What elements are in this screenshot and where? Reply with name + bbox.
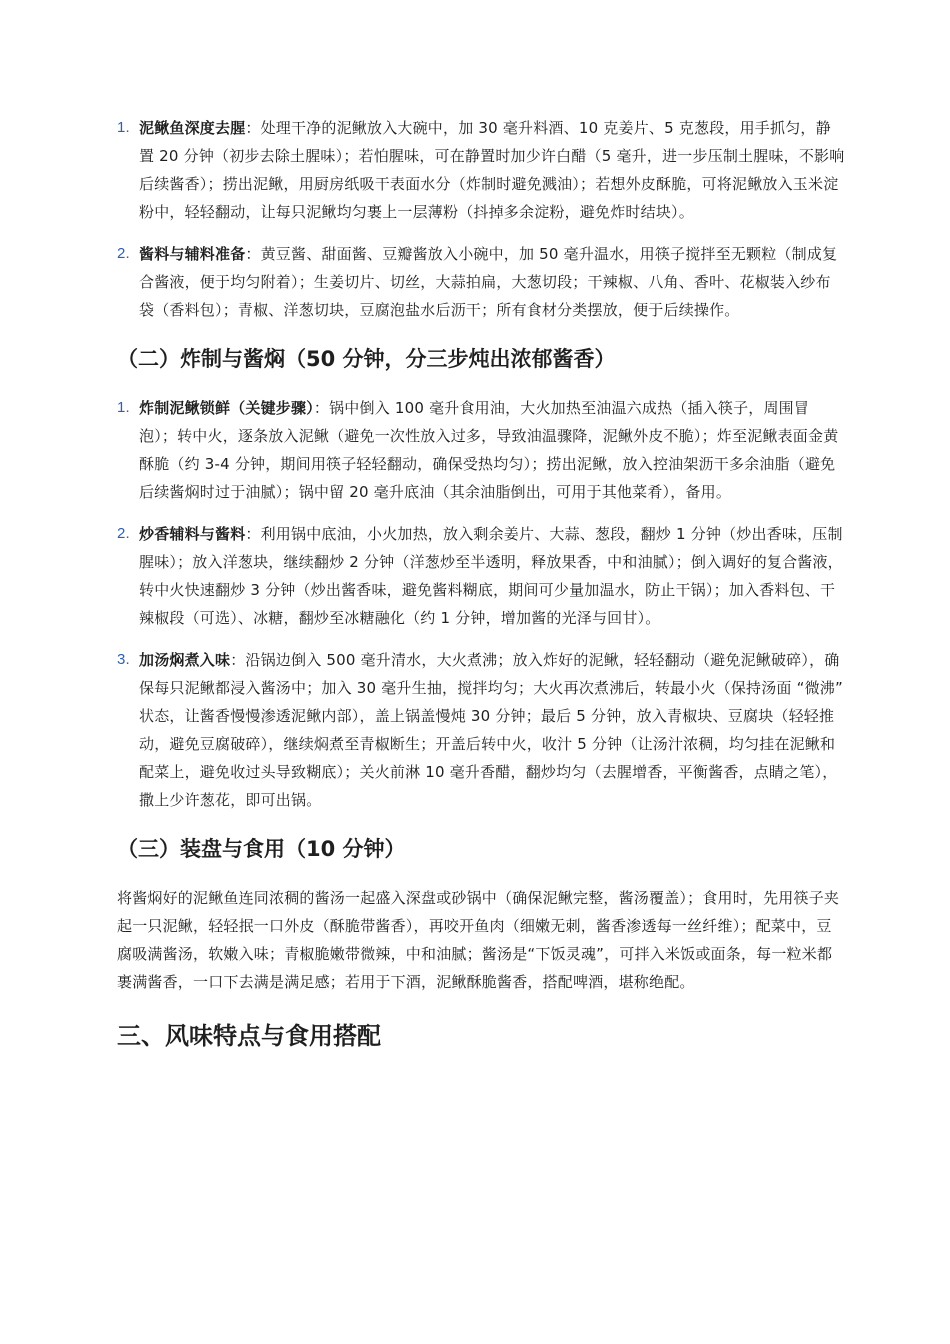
step-text: 黄豆酱、甜面酱、豆瓣酱放入小碗中，加 50 毫升温水，用筷子搅拌至无颗粒（制成复合酱液，便于均匀附着）；生姜切片、切丝，大蒜拍扁，大葱切段；干辣椒、八角、香叶、花椒装入纱布袋（香料包）；青椒、洋葱切块，豆腐泡盐水后沥干；所有食材分类摆放，便于后续操作。	[139, 245, 838, 319]
section-heading: 三、风味特点与食用搭配	[117, 1022, 381, 1050]
serving-paragraph: 将酱焖好的泥鳅鱼连同浓稠的酱汤一起盛入深盘或砂锅中（确保泥鳅完整，酱汤覆盖）；食用时，先用筷子夹起一只泥鳅，轻轻抿一口外皮（酥脆带酱香），再咬开鱼肉（细嫩无刺，酱香渗透每一丝纤维）；配菜中，豆腐吸满酱汤，软嫩入味；青椒脆嫩带微辣，中和油腻；酱汤是“下饭灵魂”，可拌入米饭或面条，每一粒米都裹满酱香，一口下去满是满足感；若用于下酒，泥鳅酥脆酱香，搭配啤酒，堪称绝配。	[117, 889, 840, 991]
subsection-heading: （二）炸制与酱焖（50 分钟，分三步炖出浓郁酱香）	[117, 347, 616, 371]
step-separator: ：	[230, 651, 246, 669]
list-item	[117, 114, 845, 226]
step-text: 锅中倒入 100 毫升食用油，大火加热至油温六成热（插入筷子，周围冒泡）；转中火，逐条放入泥鳅（避免一次性放入过多，导致油温骤降，泥鳅外皮不脆）；炸至泥鳅表面金黄酥脆（约 3-4 分钟，期间用筷子轻轻翻动，确保受热均匀）；捞出泥鳅，放入控油架沥干多余油脂（避免后续酱焖时过于油腻）；锅中留 20 毫升底油（其余油脂倒出，可用于其他菜肴），备用。	[139, 399, 839, 501]
step-title: 泥鳅鱼深度去腥	[139, 119, 246, 137]
step-text: 沿锅边倒入 500 毫升清水，大火煮沸；放入炸好的泥鳅，轻轻翻动（避免泥鳅破碎），确保每只泥鳅都浸入酱汤中；加入 30 毫升生抽，搅拌均匀；大火再次煮沸后，转最小火（保持汤面 “微沸” 状态，让酱香慢慢渗透泥鳅内部），盖上锅盖慢炖 30 分钟；最后 5 分钟，放入青椒块、豆腐块（轻轻推动，避免豆腐破碎），继续焖煮至青椒断生；开盖后转中火，收汁 5 分钟（让汤汁浓稠，均匀挂在泥鳅和配菜上，避免收过头导致糊底）；关火前淋 10 毫升香醋，翻炒均匀（去腥增香，平衡酱香，点睛之笔），撒上少许葱花，即可出锅。	[139, 651, 843, 809]
step-separator: ：	[245, 525, 261, 543]
list-item	[117, 394, 845, 506]
list-number: 3.	[117, 651, 130, 668]
step-text: 利用锅中底油，小火加热，放入剩余姜片、大蒜、葱段，翻炒 1 分钟（炒出香味，压制腥味）；放入洋葱块，继续翻炒 2 分钟（洋葱炒至半透明，释放果香，中和油腻）；倒入调好的复合酱液，转中火快速翻炒 3 分钟（炒出酱香味，避免酱料糊底，期间可少量加温水，防止干锅）；加入香料包、干辣椒段（可选）、冰糖，翻炒至冰糖融化（约 1 分钟，增加酱的光泽与回甘）。	[139, 525, 843, 627]
list-number: 1.	[117, 119, 130, 136]
list-number: 1.	[117, 399, 130, 416]
step-title: 炒香辅料与酱料	[139, 525, 246, 543]
step-title: 炸制泥鳅锁鲜（关键步骤）	[139, 399, 314, 417]
list-item	[117, 240, 845, 324]
list-item	[117, 646, 845, 814]
cooking-steps-list	[117, 394, 845, 814]
document-content	[117, 114, 845, 1052]
step-separator: ：	[245, 119, 261, 137]
prep-steps-list	[117, 114, 845, 324]
list-number: 2.	[117, 525, 130, 542]
step-separator: ：	[245, 245, 261, 263]
step-separator: ：	[313, 399, 330, 417]
subsection-heading: （三）装盘与食用（10 分钟）	[117, 837, 406, 861]
list-number: 2.	[117, 245, 130, 262]
list-item	[117, 520, 845, 632]
step-title: 酱料与辅料准备	[139, 245, 246, 263]
step-text: 处理干净的泥鳅放入大碗中，加 30 毫升料酒、10 克姜片、5 克葱段，用手抓匀，静置 20 分钟（初步去除土腥味）；若怕腥味，可在静置时加少许白醋（5 毫升，进一步压制土腥味，不影响后续酱香）；捞出泥鳅，用厨房纸吸干表面水分（炸制时避免溅油）；若想外皮酥脆，可将泥鳅放入玉米淀粉中，轻轻翻动，让每只泥鳅均匀裹上一层薄粉（抖掉多余淀粉，避免炸时结块）。	[139, 119, 845, 221]
step-title: 加汤焖煮入味	[139, 651, 231, 669]
